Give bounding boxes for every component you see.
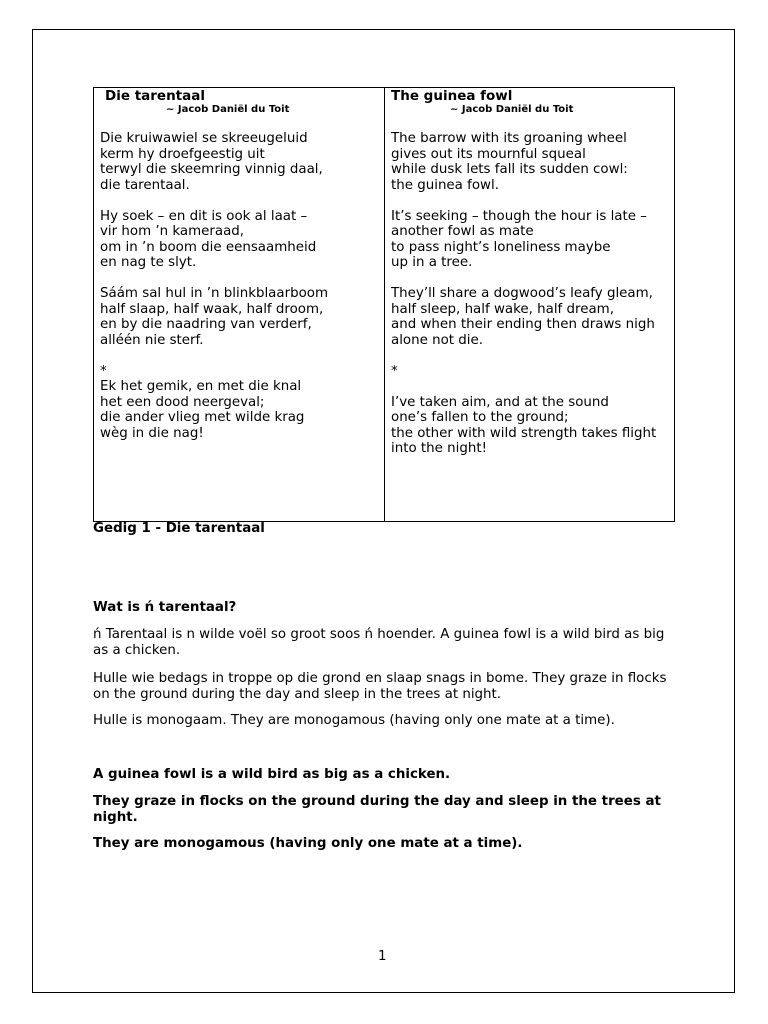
poem-line: * [391, 363, 398, 379]
poem-line: the guinea fowl. [391, 177, 499, 193]
bold-paragraph: A guinea fowl is a wild bird as big as a chicken. [93, 767, 451, 782]
poem-line: I’ve taken aim, and at the sound [391, 394, 609, 410]
poem-line: gives out its mournful squeal [391, 146, 586, 162]
poem-line: terwyl die skeemring vinnig daal, [100, 162, 323, 177]
poem-line: Sáám sal hul in ’n blinkblaarboom [100, 286, 329, 301]
question-heading: Wat is ń tarentaal? [93, 600, 237, 615]
paragraph: Hulle wie bedags in troppe op die grond en slaap snags in bome. They graze in flocks on the ground during the day and sleep in the trees at night. [93, 671, 667, 702]
poem-line: into the night! [391, 441, 487, 456]
poem-line: to pass night’s loneliness maybe [391, 239, 611, 255]
poem-line: the other with wild strength takes flight [391, 425, 657, 441]
poem-line [391, 193, 671, 209]
poem-author-afrikaans: ~ Jacob Daniël du Toit [166, 104, 290, 115]
page-number: 1 [378, 949, 387, 964]
poem-line: It’s seeking – though the hour is late – [391, 208, 647, 224]
poem-line: die tarentaal. [100, 177, 190, 193]
poem-title-english: The guinea fowl [391, 88, 513, 104]
poem-column-english [385, 88, 674, 521]
poem-line: another fowl as mate [391, 224, 534, 239]
poem-line [391, 348, 671, 364]
poem-line: Hy soek – en dit is ook al laat – [100, 208, 308, 224]
poem-line: vir hom ’n kameraad, [100, 224, 245, 239]
poem-column-afrikaans [94, 88, 385, 521]
poem-line: up in a tree. [391, 255, 473, 270]
poem-table [93, 87, 675, 522]
paragraph: ń Tarentaal is n wilde voël so groot soos ń hoender. A guinea fowl is a wild bird as big as a chicken. [93, 627, 665, 658]
poem-line: and when their ending then draws nigh [391, 317, 655, 332]
poem-line: while dusk lets fall its sudden cowl: [391, 162, 628, 177]
poem-body-english [391, 131, 671, 457]
poem-body-afrikaans [100, 131, 380, 441]
poem-line: het een dood neergeval; [100, 394, 265, 410]
poem-line: en by die naadring van verderf, [100, 317, 312, 332]
poem-line: kerm hy droefgeestig uit [100, 146, 265, 162]
poem-line: Die kruiwawiel se skreeugeluid [100, 131, 308, 146]
paragraph: Hulle is monogaam. They are monogamous (having only one mate at a time). [93, 713, 615, 728]
poem-line: alone not die. [391, 332, 484, 348]
poem-line [100, 193, 380, 209]
poem-line: die ander vlieg met wilde krag [100, 410, 305, 425]
poem-line: They’ll share a dogwood’s leafy gleam, [391, 286, 653, 301]
poem-line: half sleep, half wake, half dream, [391, 301, 614, 317]
poem-line: half slaap, half waak, half droom, [100, 301, 324, 317]
poem-line: wèg in die nag! [100, 425, 204, 441]
poem-line: one’s fallen to the ground; [391, 410, 569, 425]
bold-paragraph: They are monogamous (having only one mate at a time). [93, 836, 523, 851]
poem-line: en nag te slyt. [100, 255, 197, 270]
poem-line [100, 348, 380, 364]
poem-line: alléén nie sterf. [100, 332, 204, 348]
poem-title-afrikaans: Die tarentaal [105, 88, 205, 104]
poem-line: The barrow with its groaning wheel [391, 131, 627, 146]
poem-line: om in ’n boom die eensaamheid [100, 239, 317, 255]
poem-line [391, 379, 671, 395]
bold-paragraph: They graze in flocks on the ground during the day and sleep in the trees at night. [93, 794, 661, 825]
table-caption: Gedig 1 - Die tarentaal [93, 521, 265, 536]
poem-line: Ek het gemik, en met die knal [100, 379, 302, 394]
poem-line [100, 271, 380, 287]
poem-line [391, 271, 671, 287]
poem-author-english: ~ Jacob Daniël du Toit [450, 104, 574, 115]
poem-line: * [100, 363, 107, 379]
